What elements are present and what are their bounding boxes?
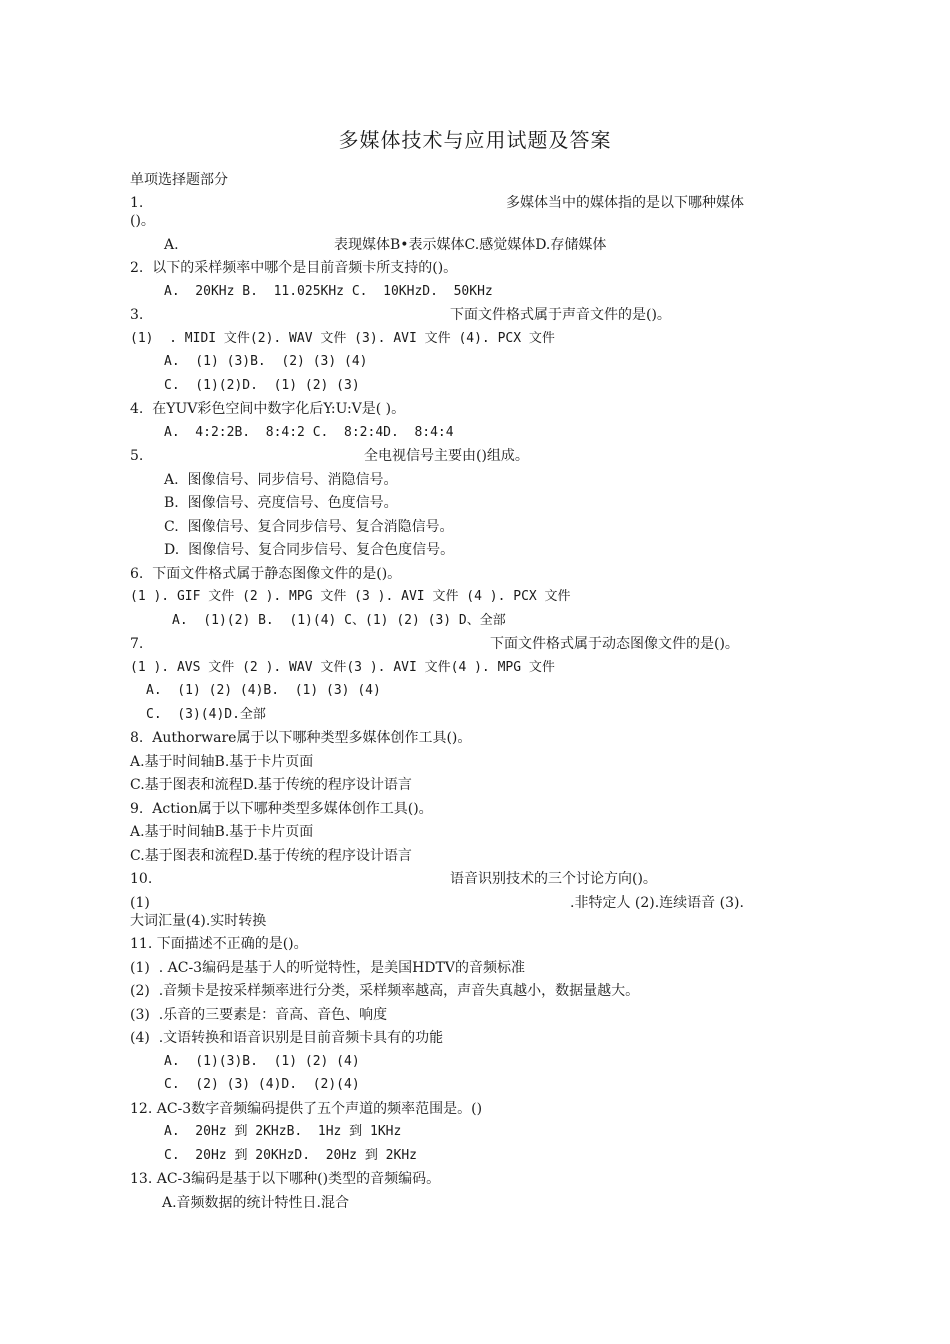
- question-number: 7.: [130, 636, 144, 652]
- option-text: A.音频数据的统计特性日.混合: [162, 1195, 350, 1211]
- question-text: 8. Authorware属于以下哪种类型多媒体创作工具()。: [130, 730, 472, 746]
- question-text: 2. 以下的采样频率中哪个是目前音频卡所支持的()。: [130, 260, 458, 276]
- question-text: 6. 下面文件格式属于静态图像文件的是()。: [130, 566, 402, 582]
- question-text: (1): [130, 895, 150, 911]
- option-label: A.: [164, 237, 179, 253]
- option-text: A. 图像信号、同步信号、消隐信号。: [164, 472, 398, 488]
- question-text: 大词汇量(4).实时转换: [130, 913, 267, 929]
- question-text: 全电视信号主要由()组成。: [364, 448, 529, 464]
- option-text: A. 20Hz 到 2KHzB. 1Hz 到 1KHz: [164, 1124, 402, 1139]
- option-text: C. (1)(2)D. (1) (2) (3): [164, 378, 360, 393]
- option-text: D. 图像信号、复合同步信号、复合色度信号。: [164, 542, 455, 558]
- question-text: 多媒体当中的媒体指的是以下哪种媒体: [506, 195, 744, 211]
- statement-text: (4) .文语转换和语音识别是目前音频卡具有的功能: [130, 1030, 444, 1046]
- question-text: ()。: [130, 213, 155, 229]
- question-text: 下面文件格式属于动态图像文件的是()。: [490, 636, 739, 652]
- option-text: A.基于时间轴B.基于卡片页面: [130, 754, 314, 770]
- question-number: 3.: [130, 307, 144, 323]
- option-text: C.基于图表和流程D.基于传统的程序设计语言: [130, 848, 412, 864]
- question-number: 10.: [130, 871, 153, 887]
- option-text: C.基于图表和流程D.基于传统的程序设计语言: [130, 777, 412, 793]
- option-text: A. 4:2:2B. 8:4:2 C. 8:2:4D. 8:4:4: [164, 425, 454, 440]
- question-text: 语音识别技术的三个讨论方向()。: [450, 871, 657, 887]
- option-text: C. (3)(4)D.全部: [146, 707, 266, 722]
- option-text: A. (1)(3)B. (1) (2) (4): [164, 1054, 360, 1069]
- option-text: 表现媒体B•表示媒体C.感觉媒体D.存储媒体: [334, 237, 607, 253]
- option-text: A. (1)(2) B. (1)(4) C、(1) (2) (3) D、全部: [172, 613, 506, 628]
- option-text: B. 图像信号、亮度信号、色度信号。: [164, 495, 398, 511]
- question-text: 下面文件格式属于声音文件的是()。: [450, 307, 671, 323]
- option-text: C. 图像信号、复合同步信号、复合消隐信号。: [164, 519, 454, 535]
- question-text: 9. Action属于以下哪种类型多媒体创作工具()。: [130, 801, 433, 817]
- question-text: 11. 下面描述不正确的是()。: [130, 936, 308, 952]
- question-text: (1) . MIDI 文件(2). WAV 文件 (3). AVI 文件 (4). PCX 文件: [130, 331, 555, 346]
- statement-text: (3) .乐音的三要素是：音高、音色、响度: [130, 1007, 388, 1023]
- statement-text: (1) . AC-3编码是基于人的听觉特性，是美国HDTV的音频标准: [130, 960, 525, 976]
- option-text: A.基于时间轴B.基于卡片页面: [130, 824, 314, 840]
- option-text: C. 20Hz 到 20KHzD. 20Hz 到 2KHz: [164, 1148, 417, 1163]
- question-text: 4. 在YUV彩色空间中数字化后Y:U:V是( )。: [130, 401, 406, 417]
- question-number: 5.: [130, 448, 144, 464]
- question-text: (1 ). AVS 文件 (2 ). WAV 文件(3 ). AVI 文件(4 ). MPG 文件: [130, 660, 555, 675]
- question-text: 12. AC-3数字音频编码提供了五个声道的频率范围是。(): [130, 1101, 483, 1117]
- question-text: .非特定人 (2).连续语音 (3).: [570, 895, 744, 911]
- question-number: 1.: [130, 195, 144, 211]
- option-text: A. 20KHz B. 11.025KHz C. 10KHzD. 50KHz: [164, 284, 493, 299]
- statement-text: (2) .音频卡是按采样频率进行分类，采样频率越高，声音失真越小，数据量越大。: [130, 983, 640, 999]
- option-text: C. (2) (3) (4)D. (2)(4): [164, 1077, 360, 1092]
- document-title: 多媒体技术与应用试题及答案: [338, 128, 612, 152]
- question-text: 13. AC-3编码是基于以下哪种()类型的音频编码。: [130, 1171, 441, 1187]
- section-heading: 单项选择题部分: [130, 172, 228, 188]
- option-text: A. (1) (3)B. (2) (3) (4): [164, 354, 368, 369]
- question-text: (1 ). GIF 文件 (2 ). MPG 文件 (3 ). AVI 文件 (4 ). PCX 文件: [130, 589, 571, 604]
- option-text: A. (1) (2) (4)B. (1) (3) (4): [146, 683, 381, 698]
